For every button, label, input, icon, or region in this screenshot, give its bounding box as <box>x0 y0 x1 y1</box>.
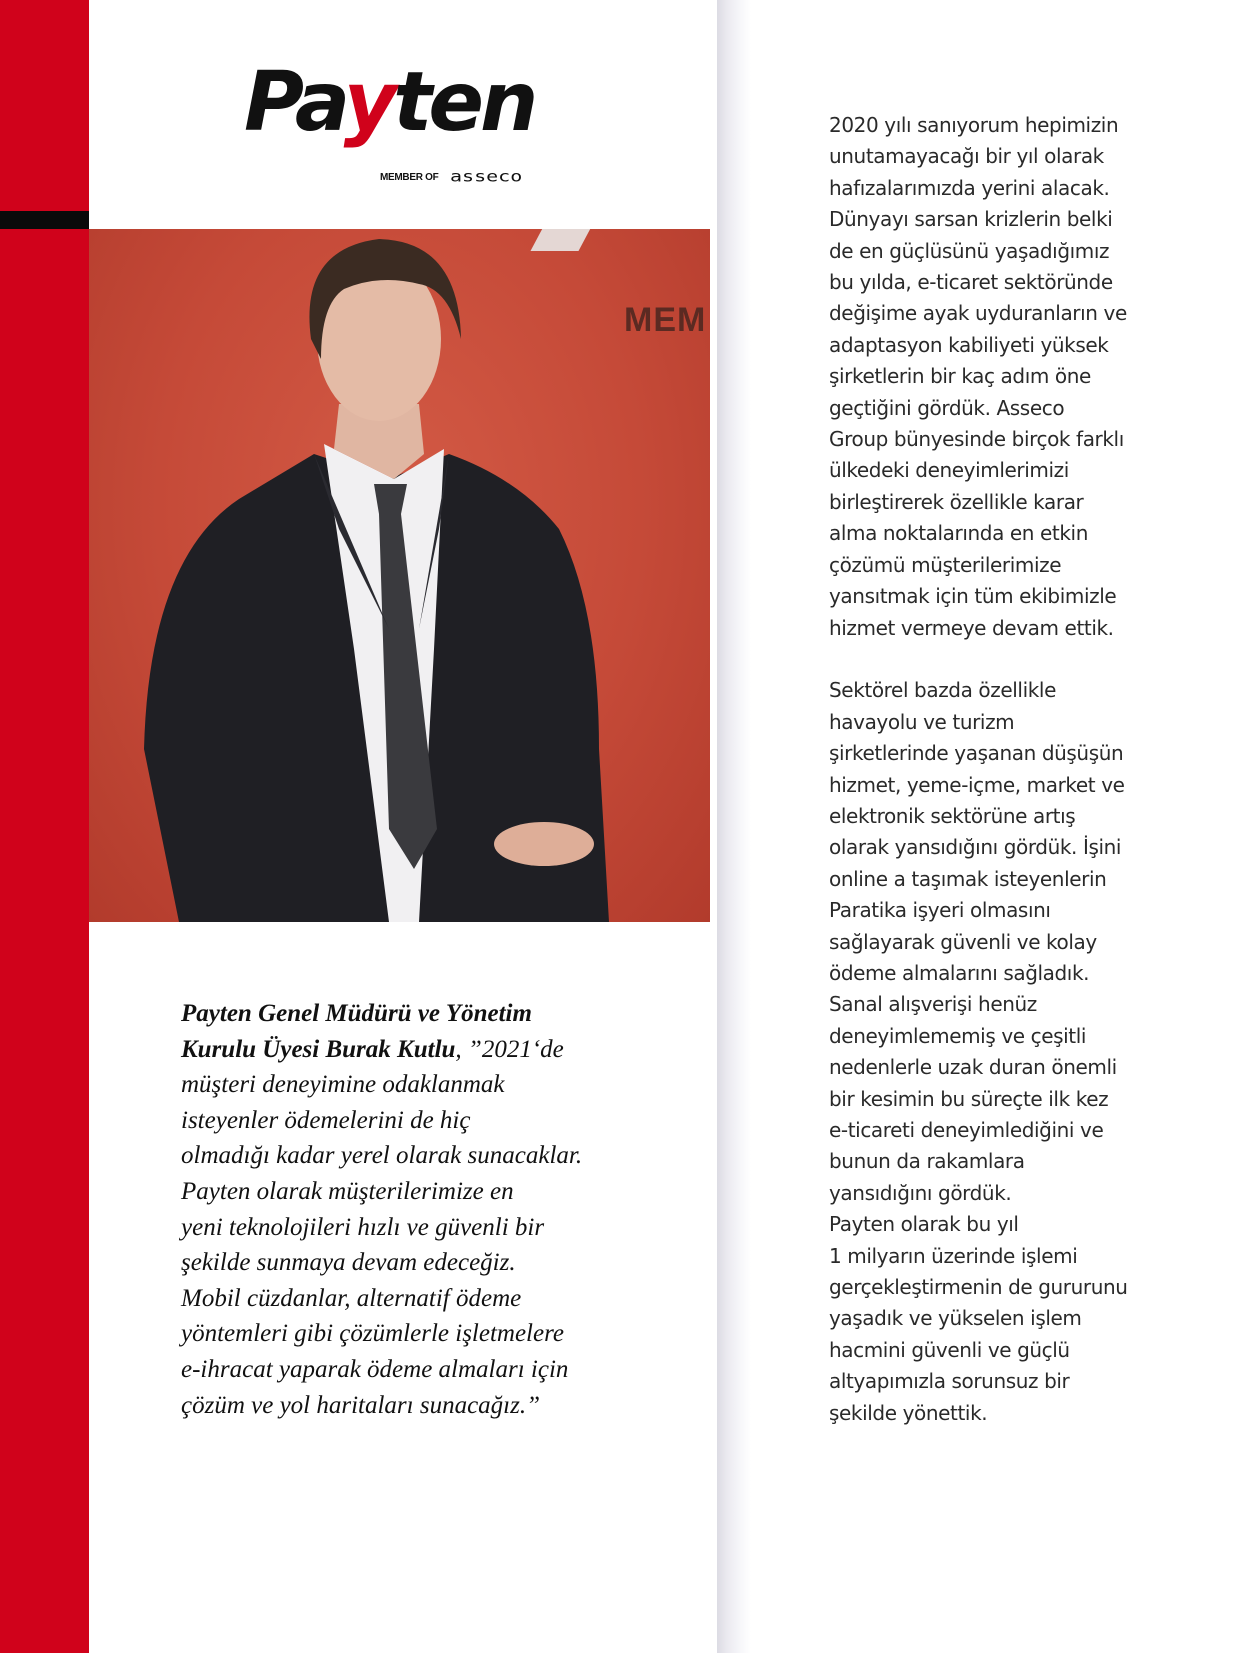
asseco-logo: asseco <box>450 167 523 185</box>
body-line: 2020 yılı sanıyorum hepimizin <box>829 113 1119 137</box>
quote-line: müşteri deneyimine odaklanmak <box>181 1071 505 1099</box>
logo-text-suffix: ten <box>393 55 535 150</box>
portrait-photo <box>89 229 710 922</box>
person-figure-icon <box>89 229 710 922</box>
body-line: ülkedeki deneyimlerimizi <box>829 458 1069 483</box>
article-body <box>829 110 1149 1429</box>
body-line: Sektörel bazda özellikle <box>829 678 1056 703</box>
body-line: bu yılda, e-ticaret sektöründe <box>829 270 1113 295</box>
body-line: hizmet vermeye devam ettik. <box>829 615 1114 640</box>
quote-line: Payten Genel Müdürü ve Yönetim <box>181 1000 532 1027</box>
body-line: hafızalarımızda yerini alacak. <box>829 175 1110 200</box>
body-line: birleştirerek özellikle karar <box>829 489 1084 514</box>
body-line: de en güçlüsünü yaşadığımız <box>829 238 1110 263</box>
body-line: geçtiğini gördük. Asseco <box>829 395 1065 420</box>
quote-line: Payten olarak müşterilerimize en <box>181 1177 514 1205</box>
body-line: elektronik sektörüne artış <box>829 803 1076 828</box>
quote-line: olmadığı kadar yerel olarak sunacaklar. <box>181 1142 583 1170</box>
body-line: bunun da rakamlara <box>829 1149 1025 1174</box>
body-line: olarak yansıdığını gördük. İşini <box>829 835 1122 860</box>
body-line: deneyimlememiş ve çeşitli <box>829 1023 1087 1048</box>
body-line: nedenlerle uzak duran önemli <box>829 1055 1117 1080</box>
body-line: şirketlerin bir kaç adım öne <box>829 364 1091 389</box>
logo-text-prefix: Pa <box>244 55 344 150</box>
body-line: hacmini güvenli ve güçlü <box>829 1337 1070 1362</box>
paragraph-gap <box>829 644 1149 675</box>
body-line: değişime ayak uyduranların ve <box>829 301 1127 326</box>
quote-line: e-ihracat yaparak ödeme almaları için <box>181 1355 569 1383</box>
body-line: Sanal alışverişi henüz <box>829 992 1037 1017</box>
body-line: alma noktalarında en etkin <box>829 521 1088 546</box>
body-line: sağlayarak güvenli ve kolay <box>829 929 1097 954</box>
body-line: 1 milyarın üzerinde işlemi <box>829 1243 1078 1268</box>
body-line: altyapımızla sorunsuz bir <box>829 1369 1070 1394</box>
body-line: yansıtmak için tüm ekibimizle <box>829 584 1117 609</box>
body-line: Payten olarak bu yıl <box>829 1212 1019 1237</box>
body-line: havayolu ve turizm <box>829 709 1015 734</box>
body-line: şirketlerinde yaşanan düşüşün <box>829 741 1124 766</box>
page-fold-shadow <box>717 0 751 1653</box>
black-accent-band <box>0 211 89 229</box>
quote-line: yeni teknolojileri hızlı ve güvenli bir <box>181 1213 545 1241</box>
body-line: bir kesimin bu süreçte ilk kez <box>829 1086 1109 1111</box>
body-line: Group bünyesinde birçok farklı <box>829 427 1124 452</box>
body-line: unutamayacağı bir yıl olarak <box>829 144 1104 169</box>
body-line: Dünyayı sarsan krizlerin belki <box>829 207 1113 232</box>
body-line: şekilde yönettik. <box>829 1400 988 1425</box>
body-line: yaşadık ve yükselen işlem <box>829 1306 1082 1331</box>
logo-text-accent: y <box>343 55 394 150</box>
paragraph-2 <box>829 675 1149 1429</box>
body-line: hizmet, yeme-içme, market ve <box>829 772 1125 797</box>
body-line: adaptasyon kabiliyeti yüksek <box>829 332 1109 357</box>
quote-line: Mobil cüzdanlar, alternatif ödeme <box>181 1284 522 1312</box>
body-line: gerçekleştirmenin de gururunu <box>829 1275 1128 1300</box>
body-line: online a taşımak isteyenlerin <box>829 866 1107 891</box>
quote-line: Kurulu Üyesi Burak Kutlu, ”2021‘de <box>181 1035 564 1063</box>
body-line: ödeme almalarını sağladık. <box>829 960 1090 985</box>
paragraph-1 <box>829 110 1149 644</box>
body-line: yansıdığını gördük. <box>829 1180 1012 1205</box>
body-line: Paratika işyeri olmasını <box>829 898 1051 923</box>
backdrop-text: MEM <box>624 301 707 339</box>
quote-line: şekilde sunmaya devam edeceğiz. <box>181 1249 516 1277</box>
red-side-strip <box>0 0 89 1653</box>
logo-wordmark <box>244 55 535 150</box>
quote-line: yöntemleri gibi çözümlerle işletmelere <box>181 1320 564 1348</box>
member-of-label: MEMBER OF <box>380 172 439 183</box>
payten-logo <box>244 55 564 192</box>
body-line: çözümü müşterilerimize <box>829 552 1062 577</box>
ceo-quote <box>181 996 651 1423</box>
quote-line: çözüm ve yol haritaları sunacağız.” <box>181 1391 541 1419</box>
body-line: e-ticareti deneyimlediğini ve <box>829 1117 1104 1142</box>
quote-line: isteyenler ödemelerini de hiç <box>181 1106 471 1134</box>
